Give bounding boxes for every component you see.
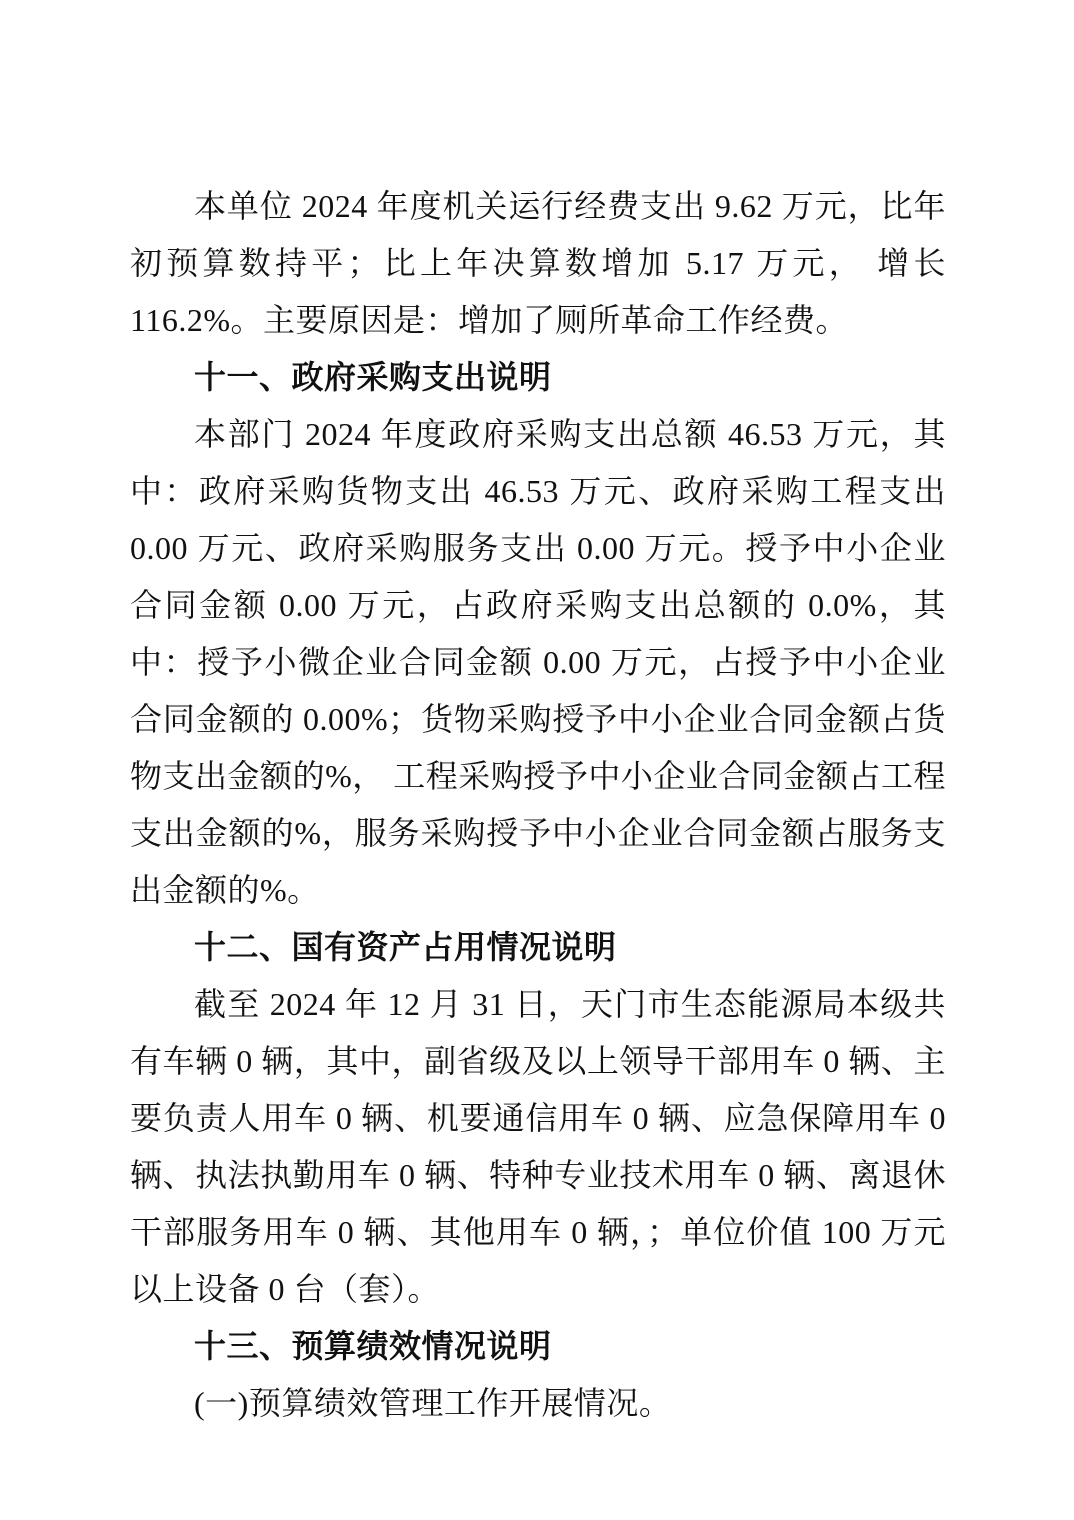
paragraph-gov-procurement-detail: 本部门 2024 年度政府采购支出总额 46.53 万元，其中：政府采购货物支出 46.53 万元、政府采购工程支出 0.00 万元、政府采购服务支出 0.00 万元。授予中小企业合同金额 0.00 万元，占政府采购支出总额的 0.0%，其中：授予小微企业合同金额 0.00 万元，占授予中小企业合同金额的 0.00%；货物采购授予中小企业合同金额占货物支出金额的%， 工程采购授予中小企业合同金额占工程支出金额的%，服务采购授予中小企业合同金额占服务支出金额的%。 [130, 416, 946, 908]
heading-section-11-gov-procurement: 十一、政府采购支出说明 [194, 359, 552, 395]
paragraph-budget-performance-intro: (一)预算绩效管理工作开展情况。 [194, 1385, 672, 1421]
heading-section-13-budget-performance: 十三、预算绩效情况说明 [194, 1328, 552, 1364]
document-body [130, 178, 946, 1432]
paragraph-state-assets-detail: 截至 2024 年 12 月 31 日，天门市生态能源局本级共有车辆 0 辆，其中，副省级及以上领导干部用车 0 辆、主要负责人用车 0 辆、机要通信用车 0 辆、应急保障用车 0 辆、执法执勤用车 0 辆、特种专业技术用车 0 辆、离退休干部服务用车 0 辆、其他用车 0 辆，；单位价值 100 万元以上设备 0 台（套）。 [130, 986, 946, 1307]
paragraph-org-operating-expense: 本单位 2024 年度机关运行经费支出 9.62 万元，比年初预算数持平；比上年决算数增加 5.17 万元， 增长 116.2%。主要原因是：增加了厕所革命工作经费。 [130, 188, 946, 338]
heading-section-12-state-assets: 十二、国有资产占用情况说明 [194, 929, 617, 965]
